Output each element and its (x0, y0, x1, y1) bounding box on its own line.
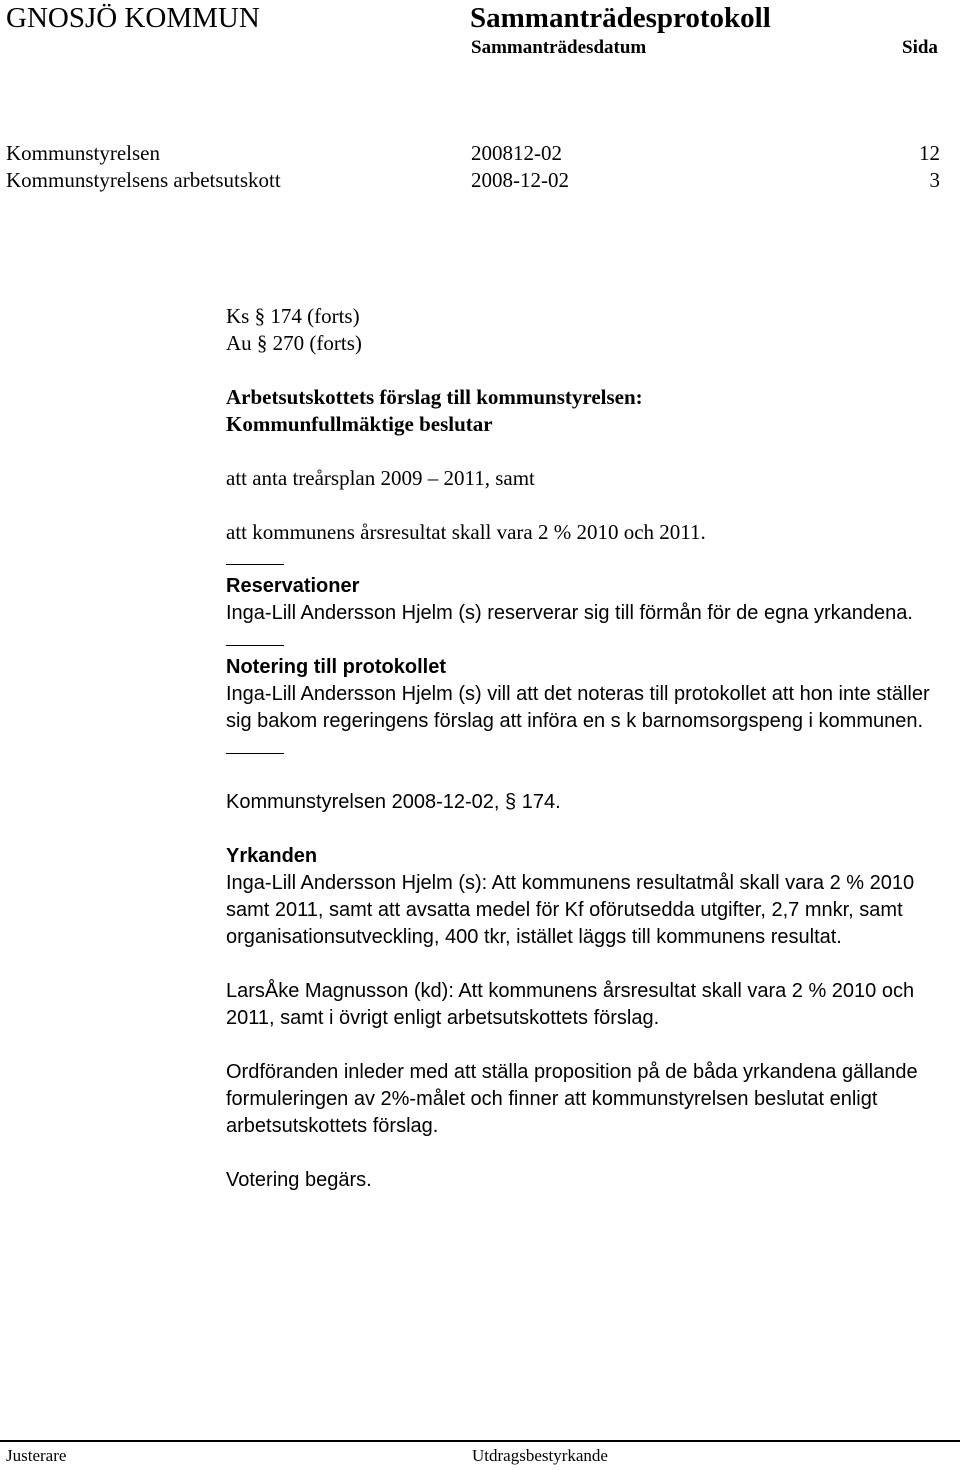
decision-item: att anta treårsplan 2009 – 2011, samt (226, 466, 535, 490)
header-row (6, 141, 940, 169)
ks-reference: Kommunstyrelsen 2008-12-02, § 174. (226, 791, 561, 813)
header-row (6, 168, 940, 196)
yrkande-text: LarsÅke Magnusson (kd): Att kommunens årsresultat skall vara 2 % 2010 och 2011, samt i övrigt enligt arbetsutskottets förslag. (226, 980, 915, 1029)
meeting-date: 200812-02 (471, 141, 562, 165)
organ-name: Kommunstyrelsen (6, 141, 160, 165)
page-number: 3 (929, 168, 940, 192)
protocol-title: Sammanträdesprotokoll (470, 2, 771, 34)
reservation-heading: Reservationer (226, 575, 360, 597)
page-number: 12 (919, 141, 940, 165)
au-paragraph-ref: Au § 270 (forts) (226, 331, 362, 355)
meeting-date-label: Sammanträdesdatum (471, 37, 647, 58)
section-divider (226, 546, 284, 573)
yrkande-text: Inga-Lill Andersson Hjelm (s): Att kommunens resultatmål skall vara 2 % 2010 samt 2011, samt att avsatta medel för Kf oförutsedda utgifter, 2,7 mnkr, samt organisationsutveckling, 400 tkr, istället läggs till kommunens resultat. (226, 872, 915, 948)
ks-paragraph-ref: Ks § 174 (forts) (226, 304, 360, 328)
meeting-date: 2008-12-02 (471, 168, 569, 192)
decision-item: att kommunens årsresultat skall vara 2 % 2010 och 2011. (226, 520, 706, 544)
vote-statement: Votering begärs. (226, 1169, 372, 1191)
justerare-label: Justerare (6, 1446, 67, 1465)
section-divider (226, 735, 284, 762)
utdragsbestyrkande-label: Utdragsbestyrkande (472, 1446, 608, 1465)
organ-name: Kommunstyrelsens arbetsutskott (6, 168, 281, 192)
section-divider (226, 627, 284, 654)
protocol-body (226, 303, 940, 1194)
reservation-text: Inga-Lill Andersson Hjelm (s) reserverar sig till förmån för de egna yrkandena. (226, 602, 913, 624)
note-text: Inga-Lill Andersson Hjelm (s) vill att det noteras till protokollet att hon inte ställer sig bakom regeringens förslag att införa en s k barnomsorgspeng i kommunen. (226, 683, 930, 732)
signature-divider (0, 1440, 960, 1442)
proposal-heading: Arbetsutskottets förslag till kommunstyrelsen: (226, 385, 643, 409)
page-label: Sida (902, 37, 938, 58)
note-heading: Notering till protokollet (226, 656, 446, 678)
chair-statement: Ordföranden inleder med att ställa proposition på de båda yrkandena gällande formuleringen av 2%-målet och finner att kommunstyrelsen beslutat enligt arbetsutskottets förslag. (226, 1061, 918, 1137)
municipality-name: GNOSJÖ KOMMUN (6, 2, 260, 34)
yrkanden-heading: Yrkanden (226, 845, 318, 867)
proposal-subheading: Kommunfullmäktige beslutar (226, 412, 493, 436)
